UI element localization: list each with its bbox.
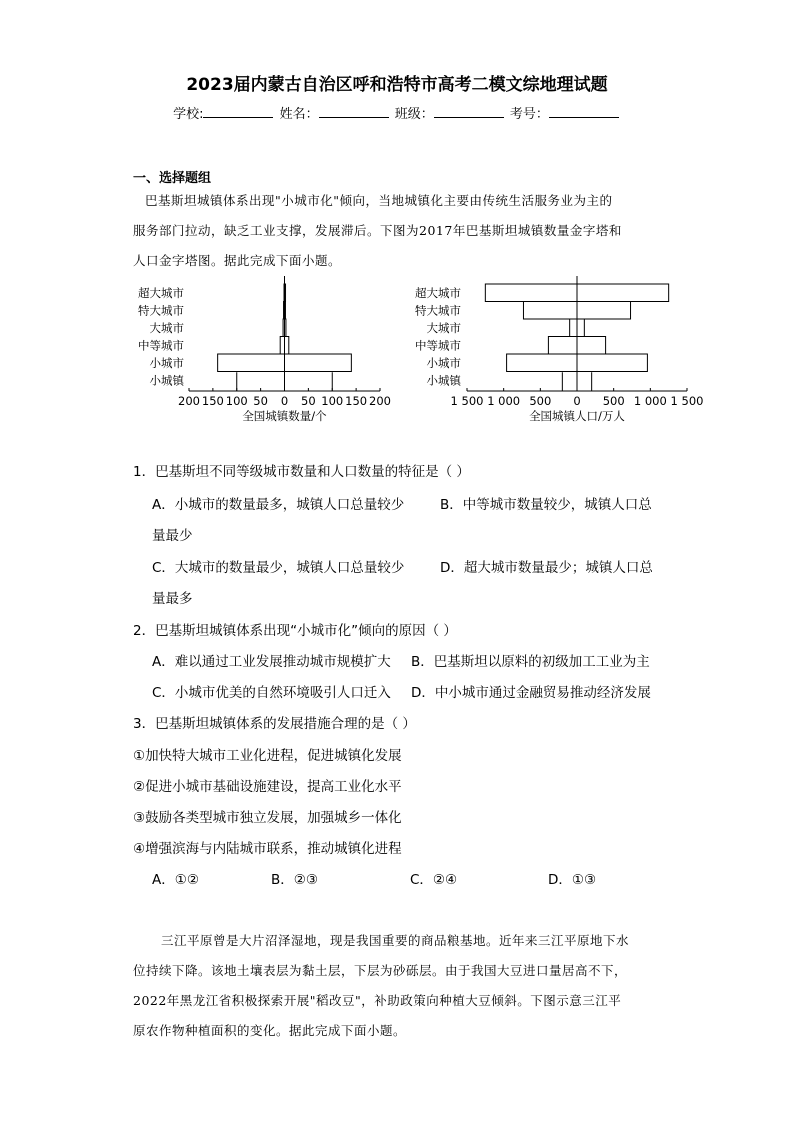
tick-label: 1 500 — [670, 394, 704, 408]
passage-1 — [133, 186, 665, 276]
passage-1-line: 巴基斯坦城镇体系出现"小城市化"倾向，当地城镇化主要由传统生活服务业为主的 — [145, 193, 613, 208]
population-pyramid — [415, 276, 703, 423]
category-label: 特大城市 — [415, 303, 461, 318]
page-title: 2023届内蒙古自治区呼和浩特市高考二模文综地理试题 — [186, 75, 608, 95]
category-label: 中等城市 — [415, 338, 461, 353]
tick-label: 200 — [369, 394, 391, 408]
q2-option-b[interactable]: B．巴基斯坦以原料的初级加工工业为主 — [411, 654, 650, 670]
tick-label: 150 — [345, 394, 368, 408]
q3-item-3: ③鼓励各类型城市独立发展，加强城乡一体化 — [133, 810, 402, 826]
tick-label: 500 — [602, 394, 625, 408]
category-label: 大城市 — [149, 320, 184, 335]
q3-option-b[interactable]: B．②③ — [271, 872, 318, 888]
section-title: 一、选择题组 — [133, 171, 212, 186]
exam-no-blank — [549, 105, 619, 118]
class-blank — [434, 105, 504, 118]
q2-option-d[interactable]: D．中小城市通过金融贸易推动经济发展 — [411, 685, 651, 701]
q2-option-c[interactable]: C．小城市优美的自然环境吸引人口迁入 — [152, 685, 391, 701]
tick-label: 1 500 — [450, 394, 484, 408]
tick-label: 1 000 — [487, 394, 521, 408]
tick-label: 200 — [178, 394, 200, 408]
question-3-stem: 3．巴基斯坦城镇体系的发展措施合理的是（ ） — [133, 716, 416, 732]
school-label: 学校: — [173, 107, 204, 122]
q1-option-b[interactable]: B．中等城市数量较少，城镇人口总 — [440, 497, 652, 513]
tick-label: 1 000 — [633, 394, 667, 408]
pyramid-charts — [120, 278, 704, 428]
x-axis-label: 全国城镇数量/个 — [242, 409, 327, 423]
category-label: 小城市 — [426, 355, 461, 370]
q3-option-d[interactable]: D．①③ — [548, 872, 597, 888]
category-label: 小城镇 — [426, 373, 461, 388]
question-2-stem: 2．巴基斯坦城镇体系出现“小城市化”倾向的原因（ ） — [133, 623, 457, 639]
tick-label: 50 — [301, 394, 316, 408]
q3-item-1: ①加快特大城市工业化进程，促进城镇化发展 — [133, 748, 402, 764]
city-count-pyramid — [138, 276, 391, 423]
passage-1-line: 服务部门拉动，缺乏工业支撑，发展滞后。下图为2017年巴基斯坦城镇数量金字塔和 — [133, 223, 622, 238]
name-blank — [319, 105, 389, 118]
category-label: 小城镇 — [149, 373, 184, 388]
student-info-line — [0, 103, 794, 122]
q1-option-d-wrap: 量最多 — [152, 591, 193, 607]
category-label: 超大城市 — [138, 285, 184, 300]
exam-no-label: 考号： — [509, 107, 549, 122]
passage-2-line: 位持续下降。该地土壤表层为黏土层，下层为砂砾层。由于我国大豆进口量居高不下， — [133, 963, 628, 978]
q3-item-4: ④增强滨海与内陆城市联系，推动城镇化进程 — [133, 841, 402, 857]
passage-2-line: 三江平原曾是大片沼泽湿地，现是我国重要的商品粮基地。近年来三江平原地下水 — [161, 933, 630, 948]
tick-label: 100 — [321, 394, 344, 408]
q2-option-a[interactable]: A．难以通过工业发展推动城市规模扩大 — [152, 654, 391, 670]
school-blank — [203, 105, 273, 118]
category-label: 大城市 — [426, 320, 461, 335]
name-label: 姓名： — [279, 107, 319, 122]
passage-2-line: 2022年黑龙江省积极探索开展"稻改豆"，补助政策向种植大豆倾斜。下图示意三江平 — [133, 993, 622, 1008]
passage-1-line: 人口金字塔图。据此完成下面小题。 — [133, 253, 342, 268]
q1-option-a[interactable]: A．小城市的数量最多，城镇人口总量较少 — [152, 497, 405, 513]
q1-option-d[interactable]: D．超大城市数量最少；城镇人口总 — [440, 560, 653, 576]
q3-item-2: ②促进小城市基础设施建设，提高工业化水平 — [133, 779, 402, 795]
category-label: 小城市 — [149, 355, 184, 370]
class-label: 班级： — [394, 107, 434, 122]
question-1-stem: 1．巴基斯坦不同等级城市数量和人口数量的特征是（ ） — [133, 464, 470, 480]
tick-label: 500 — [529, 394, 552, 408]
tick-label: 0 — [280, 394, 289, 408]
category-label: 中等城市 — [138, 338, 184, 353]
category-label: 特大城市 — [138, 303, 184, 318]
q3-option-c[interactable]: C．②④ — [410, 872, 458, 888]
tick-label: 50 — [253, 394, 268, 408]
q3-option-a[interactable]: A．①② — [152, 872, 199, 888]
tick-label: 150 — [201, 394, 224, 408]
q1-option-c[interactable]: C．大城市的数量最少，城镇人口总量较少 — [152, 560, 405, 576]
x-axis-label: 全国城镇人口/万人 — [529, 409, 625, 423]
category-label: 超大城市 — [415, 285, 461, 300]
tick-label: 0 — [573, 394, 581, 408]
passage-2-line: 原农作物种植面积的变化。据此完成下面小题。 — [133, 1023, 407, 1038]
q1-option-b-wrap: 量最少 — [152, 528, 193, 544]
tick-label: 100 — [225, 394, 248, 408]
passage-2 — [133, 926, 673, 1046]
